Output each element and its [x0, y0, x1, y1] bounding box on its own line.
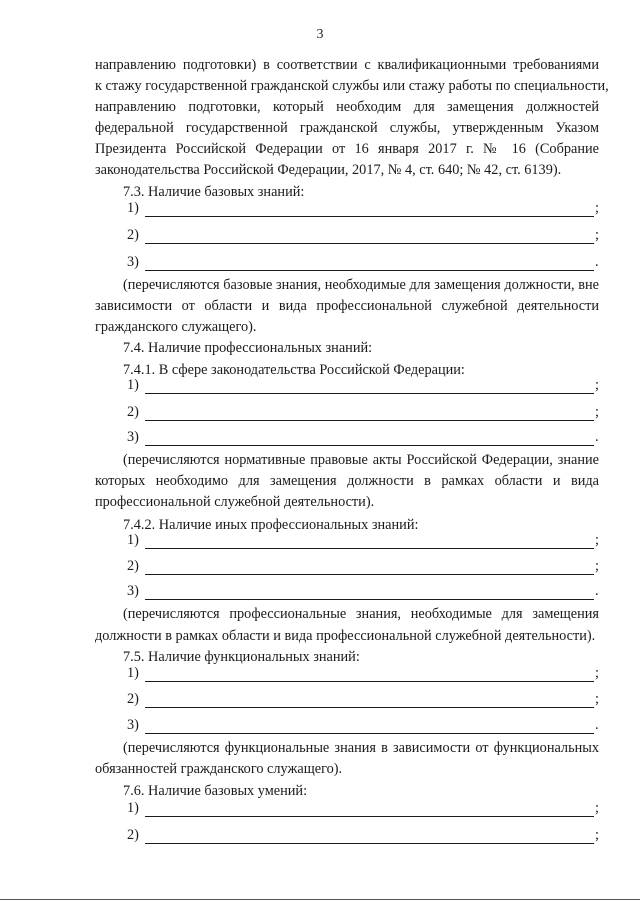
fill-in-line	[127, 428, 601, 446]
fill-in-line	[127, 253, 601, 271]
fill-in-blank	[145, 831, 594, 844]
fill-in-punctuation: .	[595, 583, 599, 599]
paragraph-line: законодательства Российской Федерации, 2017, № 4, ст. 640; № 42, ст. 6139).	[95, 162, 562, 178]
paragraph-first-line: 7.4. Наличие профессиональных знаний:	[123, 340, 373, 356]
fill-in-punctuation: .	[595, 429, 599, 445]
paragraph-first-line: 7.4.1. В сфере законодательства Российской Федерации:	[123, 362, 465, 378]
fill-in-blank	[145, 587, 594, 600]
page-bottom-edge	[0, 899, 640, 900]
fill-in-line	[127, 716, 601, 734]
fill-in-blank	[145, 433, 594, 446]
fill-in-punctuation: .	[595, 717, 599, 733]
fill-in-punctuation: ;	[595, 558, 599, 574]
paragraph-line: обязанностей гражданского служащего).	[95, 761, 343, 777]
fill-in-punctuation: ;	[595, 665, 599, 681]
fill-in-punctuation: ;	[595, 800, 599, 816]
fill-in-punctuation: ;	[595, 827, 599, 843]
paragraph-line: профессиональной служебной деятельности).	[95, 494, 375, 510]
fill-in-number: 1)	[127, 800, 139, 816]
fill-in-punctuation: ;	[595, 200, 599, 216]
fill-in-blank	[145, 695, 594, 708]
fill-in-blank	[145, 258, 594, 271]
paragraph-line: гражданского служащего).	[95, 319, 257, 335]
fill-in-line	[127, 690, 601, 708]
fill-in-blank	[145, 536, 594, 549]
paragraph-line: направлению подготовки, который необходим для замещения должностей	[95, 99, 599, 115]
paragraph-first-line: 7.4.2. Наличие иных профессиональных знаний:	[123, 517, 419, 533]
fill-in-punctuation: .	[595, 254, 599, 270]
fill-in-number: 1)	[127, 532, 139, 548]
fill-in-blank	[145, 204, 594, 217]
fill-in-number: 3)	[127, 583, 139, 599]
paragraph-first-line: 7.3. Наличие базовых знаний:	[123, 184, 305, 200]
fill-in-number: 3)	[127, 254, 139, 270]
fill-in-blank	[145, 721, 594, 734]
fill-in-punctuation: ;	[595, 532, 599, 548]
paragraph-first-line: (перечисляются базовые знания, необходимые для замещения должности, вне	[123, 277, 599, 293]
paragraph-first-line: 7.6. Наличие базовых умений:	[123, 783, 308, 799]
fill-in-number: 2)	[127, 404, 139, 420]
paragraph-first-line: 7.5. Наличие функциональных знаний:	[123, 649, 360, 665]
fill-in-blank	[145, 804, 594, 817]
fill-in-number: 2)	[127, 558, 139, 574]
paragraph-line: Президента Российской Федерации от 16 января 2017 г. № 16 (Собрание	[95, 141, 599, 157]
fill-in-number: 1)	[127, 200, 139, 216]
fill-in-punctuation: ;	[595, 691, 599, 707]
fill-in-line	[127, 582, 601, 600]
fill-in-blank	[145, 562, 594, 575]
fill-in-blank	[145, 669, 594, 682]
fill-in-number: 2)	[127, 227, 139, 243]
fill-in-number: 2)	[127, 827, 139, 843]
fill-in-punctuation: ;	[595, 227, 599, 243]
paragraph-first-line: (перечисляются профессиональные знания, необходимые для замещения	[123, 606, 599, 622]
fill-in-line	[127, 403, 601, 421]
fill-in-line	[127, 664, 601, 682]
fill-in-number: 1)	[127, 377, 139, 393]
fill-in-line	[127, 557, 601, 575]
fill-in-line	[127, 376, 601, 394]
fill-in-number: 3)	[127, 717, 139, 733]
page-number: 3	[316, 27, 324, 42]
fill-in-blank	[145, 381, 594, 394]
fill-in-punctuation: ;	[595, 377, 599, 393]
paragraph-line: которых необходимо для замещения должности в рамках области и вида	[95, 473, 599, 489]
fill-in-line	[127, 799, 601, 817]
paragraph-first-line: (перечисляются нормативные правовые акты Российской Федерации, знание	[123, 452, 599, 468]
fill-in-line	[127, 226, 601, 244]
fill-in-number: 2)	[127, 691, 139, 707]
fill-in-blank	[145, 408, 594, 421]
paragraph-line: федеральной государственной гражданской службы, утвержденным Указом	[95, 120, 599, 136]
fill-in-blank	[145, 231, 594, 244]
fill-in-line	[127, 826, 601, 844]
paragraph-line: должности в рамках области и вида профессиональной служебной деятельности).	[95, 628, 596, 644]
fill-in-punctuation: ;	[595, 404, 599, 420]
paragraph-line: к стажу государственной гражданской службы или стажу работы по специальности,	[95, 78, 609, 94]
fill-in-line	[127, 531, 601, 549]
fill-in-number: 3)	[127, 429, 139, 445]
paragraph-line: зависимости от области и вида профессиональной служебной деятельности	[95, 298, 599, 314]
paragraph-line: направлению подготовки) в соответствии с квалификационными требованиями	[95, 57, 599, 73]
fill-in-line	[127, 199, 601, 217]
fill-in-number: 1)	[127, 665, 139, 681]
paragraph-first-line: (перечисляются функциональные знания в зависимости от функциональных	[123, 740, 599, 756]
